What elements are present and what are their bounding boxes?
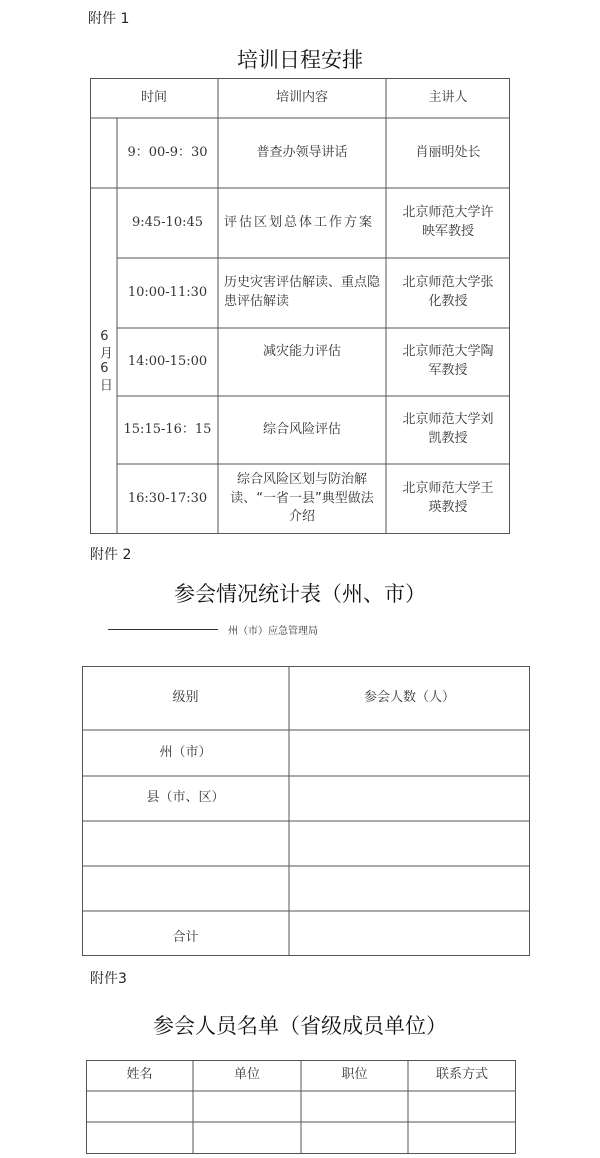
- attendee-list-title: 参会人员名单（省级成员单位）: [153, 1014, 447, 1038]
- attachment-2-label: 附件 2: [90, 547, 132, 563]
- date-label: 6月6日: [96, 329, 112, 393]
- row-4-time: 14:00-15:00: [127, 353, 208, 369]
- attachment-1-label: 附件 1: [88, 11, 130, 27]
- level-row-3: [82, 821, 289, 866]
- attendance-table: [82, 666, 530, 956]
- row-6-content: 综合风险区划与防治解读、“一省一县”典型做法介绍: [230, 471, 374, 525]
- schedule-table: [90, 78, 510, 534]
- header-contact: 联系方式: [435, 1067, 488, 1083]
- row-6-time: 16:30-17:30: [127, 490, 208, 506]
- row-3-speaker: 北京师范大学张化教授: [402, 275, 494, 309]
- count-cell-4[interactable]: [289, 866, 530, 911]
- list-cell[interactable]: [408, 1122, 516, 1154]
- total-count-cell[interactable]: [289, 911, 530, 956]
- date-cell: [90, 188, 117, 534]
- attendance-title: 参会情况统计表（州、市）: [174, 582, 426, 606]
- list-cell[interactable]: [408, 1091, 516, 1122]
- row-5-content: 综合风险评估: [262, 421, 341, 437]
- row-5-speaker: 北京师范大学刘凯教授: [402, 412, 494, 446]
- header-attendee-count: 参会人数（人）: [363, 689, 455, 705]
- row-3-content: 历史灾害评估解读、重点隐患评估解读: [224, 275, 381, 309]
- header-speaker: 主讲人: [428, 89, 468, 105]
- list-cell[interactable]: [86, 1091, 193, 1122]
- count-cell-2[interactable]: [289, 776, 530, 821]
- level-row-4: [82, 866, 289, 911]
- attachment-3-label: 附件3: [90, 971, 127, 987]
- row-4-content: 减灾能力评估: [262, 343, 341, 359]
- list-cell[interactable]: [193, 1091, 301, 1122]
- attendee-list-table: [86, 1060, 516, 1154]
- row-2-speaker: 北京师范大学许映军教授: [402, 205, 494, 239]
- header-name: 姓名: [126, 1067, 153, 1083]
- header-level: 级别: [172, 689, 199, 705]
- list-cell[interactable]: [301, 1122, 408, 1154]
- level-row-2: 县（市、区）: [146, 790, 225, 806]
- row-2-time: 9:45-10:45: [131, 214, 204, 230]
- row-1-content: 普查办领导讲话: [256, 144, 348, 160]
- list-cell[interactable]: [86, 1122, 193, 1154]
- header-position: 职位: [341, 1067, 368, 1083]
- row-5-time: 15:15-16：15: [123, 421, 212, 437]
- list-cell[interactable]: [301, 1091, 408, 1122]
- total-label: 合计: [172, 930, 199, 946]
- count-cell-1[interactable]: [289, 730, 530, 776]
- count-cell-3[interactable]: [289, 821, 530, 866]
- row-4-speaker: 北京师范大学陶军教授: [402, 344, 494, 378]
- unit-label: 州（市）应急管理局: [228, 626, 318, 637]
- row-1-time: 9：00-9：30: [127, 144, 208, 160]
- row-1-speaker: 肖丽明处长: [415, 144, 481, 160]
- row-2-content: 评估区划总体工作方案: [224, 214, 375, 230]
- row-3-time: 10:00-11:30: [127, 284, 208, 300]
- schedule-title: 培训日程安排: [237, 48, 363, 72]
- header-content: 培训内容: [275, 89, 328, 105]
- level-row-1: 州（市）: [159, 744, 212, 760]
- list-cell[interactable]: [193, 1122, 301, 1154]
- row-6-speaker: 北京师范大学王瑛教授: [402, 481, 494, 515]
- unit-underline: [108, 629, 218, 630]
- header-unit: 单位: [233, 1067, 260, 1083]
- header-time: 时间: [140, 89, 167, 105]
